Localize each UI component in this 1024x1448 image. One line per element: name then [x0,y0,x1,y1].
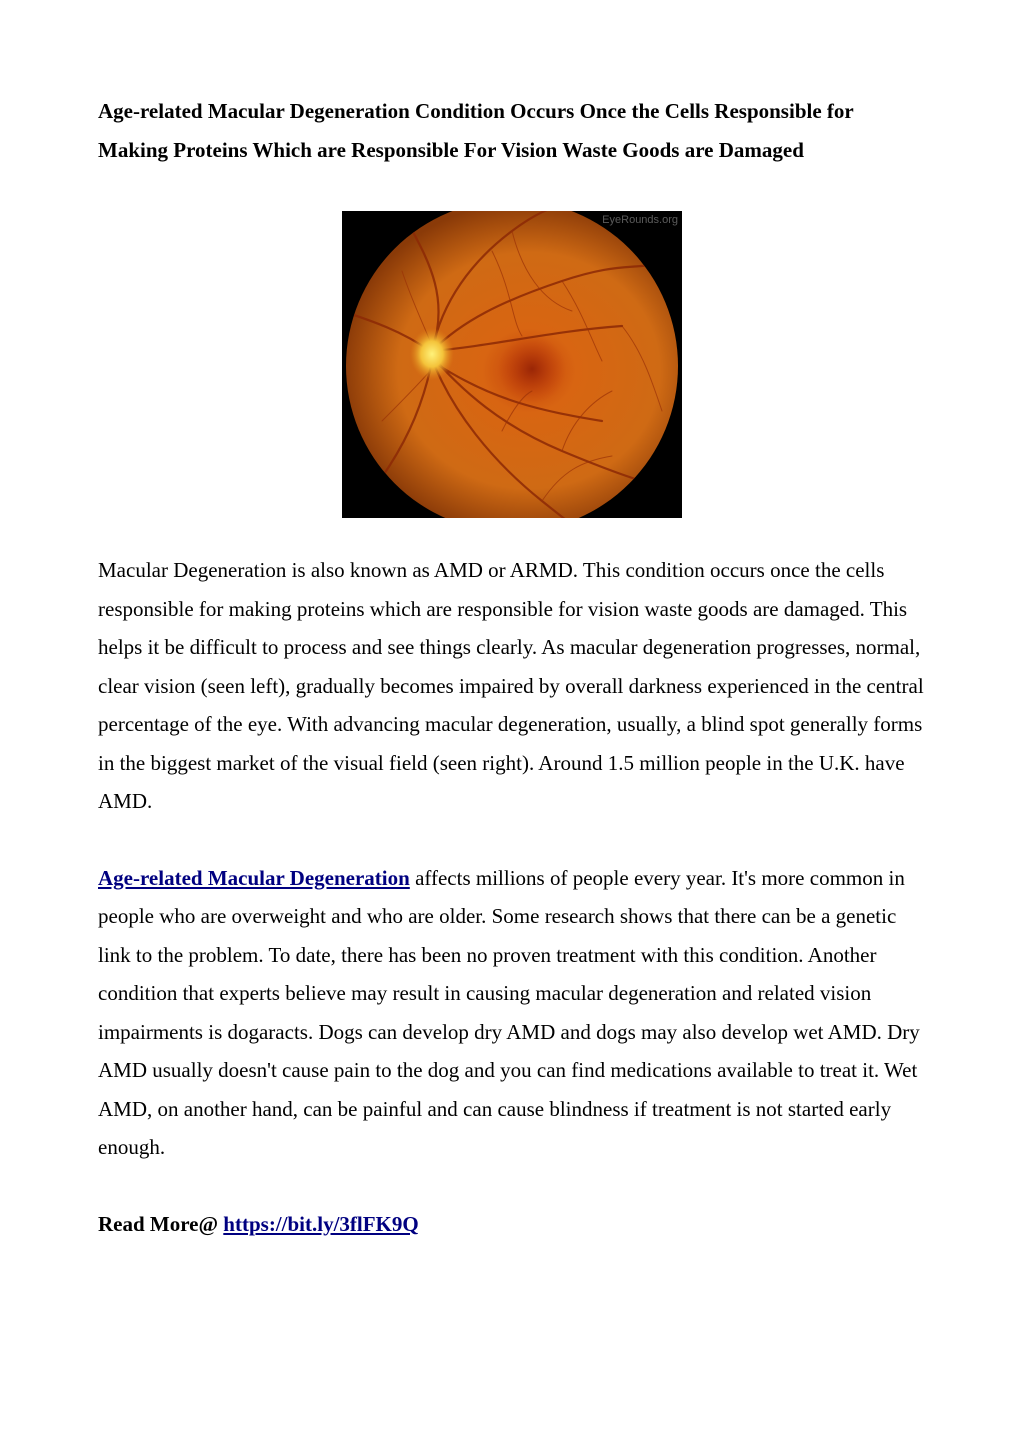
read-more-line [98,1205,928,1244]
amd-link[interactable]: Age-related Macular Degeneration [98,865,410,890]
image-watermark: EyeRounds.org [602,214,678,226]
read-more-link[interactable]: https://bit.ly/3flFK9Q [223,1211,419,1236]
document-page [98,92,928,1243]
document-title: Age-related Macular Degeneration Condition Occurs Once the Cells Responsible for Making Proteins Which are Responsible For Vision Waste Goods are Damaged [98,99,854,162]
read-more-label: Read More@ [98,1211,224,1236]
paragraph-amd-details [98,859,928,1167]
retina-fundus-drawing [342,211,682,518]
retina-fundus-image [342,211,682,518]
paragraph-amd-overview: Macular Degeneration is also known as AMD or ARMD. This condition occurs once the cells responsible for making proteins which are responsible for vision waste goods are damaged. This helps it be difficult to process and see things clearly. As macular degeneration progresses, normal, clear vision (seen left), gradually becomes impaired by overall darkness experienced in the central percentage of the eye. With advancing macular degeneration, usually, a blind spot generally forms in the biggest market of the visual field (seen right). Around 1.5 million people in the U.K. have AMD. [98,558,924,813]
paragraph-amd-details-text: affects millions of people every year. It's more common in people who are overweight and who are older. Some research shows that there can be a genetic link to the problem. To date, there has been no proven treatment with this condition. Another condition that experts believe may result in causing macular degeneration and related vision impairments is dogaracts. Dogs can develop dry AMD and dogs may also develop wet AMD. Dry AMD usually doesn't cause pain to the dog and you can find medications available to treat it. Wet AMD, on another hand, can be painful and can cause blindness if treatment is not started early enough. [98,865,920,1159]
